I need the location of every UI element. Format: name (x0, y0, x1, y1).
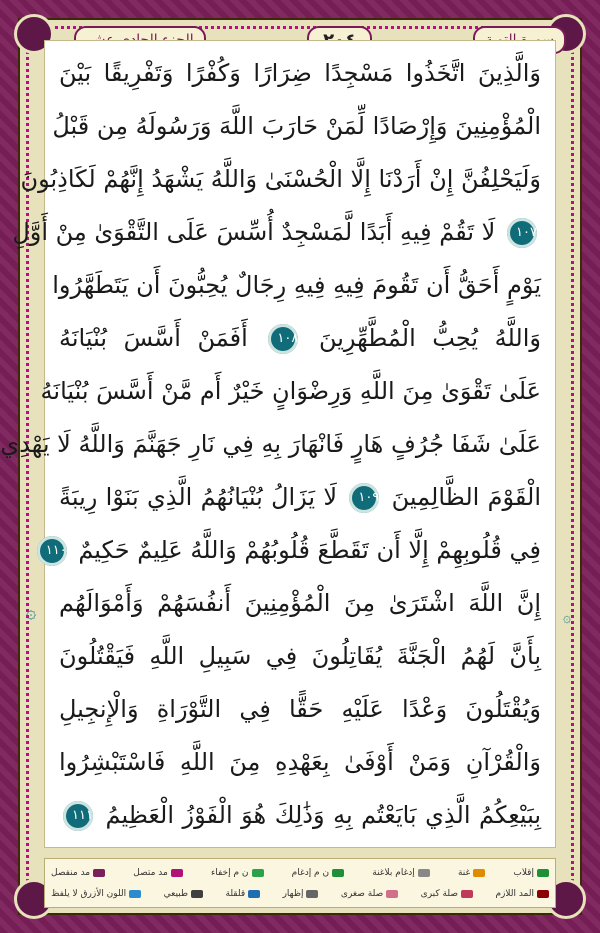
legend-item (458, 868, 485, 878)
legend-label: المد اللازم (495, 888, 534, 899)
verse-text: وَيُقْتَلُونَ وَعْدًا عَلَيْهِ حَقًّا فِي التَّوْرَاةِ وَالْإِنجِيلِ (59, 695, 541, 723)
hizb-marker-right (558, 610, 576, 634)
text-line-3 (20, 153, 541, 206)
legend-item (495, 889, 549, 899)
legend-row-1 (51, 868, 549, 878)
text-line-10 (45, 524, 541, 577)
verse-text: وَالْقُرْآنِ وَمَنْ أَوْفَىٰ بِعَهْدِهِ مِنَ اللَّهِ فَاسْتَبْشِرُوا (59, 748, 541, 776)
legend-label: مد منفصل (51, 867, 91, 878)
legend-swatch (537, 869, 549, 877)
legend-label: صلة كبرى (420, 888, 458, 899)
verse-text: وَالَّذِينَ اتَّخَذُوا مَسْجِدًا ضِرَارًا وَكُفْرًا وَتَفْرِيقًا بَيْنَ (59, 59, 541, 87)
legend-item (513, 868, 549, 878)
rub-el-hizb-icon: ۞ (562, 610, 572, 626)
mushaf-text-area (0, 40, 556, 848)
text-line-4 (12, 206, 541, 259)
legend-swatch (191, 890, 203, 898)
legend-item (372, 868, 430, 878)
legend-item (51, 889, 141, 899)
ayah-number-marker: ١٠٨ (268, 324, 298, 354)
legend-swatch (306, 890, 318, 898)
verse-text: يَوْمٍ أَحَقُّ أَن تَقُومَ فِيهِ فِيهِ رِجَالٌ يُحِبُّونَ أَن يَتَطَهَّرُوا (52, 271, 541, 299)
legend-label: ن م إدغام (291, 867, 330, 878)
legend-swatch (129, 890, 141, 898)
text-line-2 (52, 100, 541, 153)
verse-text: لَا تَقُمْ فِيهِ أَبَدًا لَّمَسْجِدٌ أُسِّسَ عَلَى التَّقْوَىٰ مِنْ أَوَّلِ (12, 218, 496, 246)
text-line-6 (59, 312, 541, 365)
text-line-1 (59, 47, 541, 100)
legend-swatch (537, 890, 549, 898)
legend-item (133, 868, 183, 878)
legend-label: مد متصل (133, 867, 168, 878)
rub-el-hizb-icon: ۞ (25, 602, 37, 623)
legend-label: صلة صغرى (340, 888, 384, 899)
legend-label: قلقلة (225, 888, 246, 899)
text-line-12 (59, 630, 541, 683)
text-line-5 (52, 259, 541, 312)
verse-text: إِنَّ اللَّهَ اشْتَرَىٰ مِنَ الْمُؤْمِنِينَ أَنفُسَهُمْ وَأَمْوَالَهُم (59, 589, 541, 617)
verse-text: وَاللَّهُ يُحِبُّ الْمُطَّهِّرِينَ (318, 324, 541, 352)
ayah-number-marker: ١٠٧ (507, 218, 537, 248)
legend-swatch (332, 869, 344, 877)
legend-item (226, 889, 261, 899)
ayah-number-marker: ١٠٩ (349, 483, 379, 513)
legend-swatch (93, 869, 105, 877)
legend-item (292, 868, 344, 878)
verse-text: لَا يَزَالُ بُنْيَانُهُمُ الَّذِي بَنَوْا رِيبَةً (59, 483, 338, 511)
legend-item (51, 868, 105, 878)
verse-text: الْقَوْمَ الظَّالِمِينَ (391, 483, 541, 511)
legend-swatch (171, 869, 183, 877)
verse-text: بِأَنَّ لَهُمُ الْجَنَّةَ يُقَاتِلُونَ فِي سَبِيلِ اللَّهِ فَيَقْتُلُونَ (59, 642, 541, 670)
verse-text: الْمُؤْمِنِينَ وَإِرْصَادًا لِّمَنْ حَارَبَ اللَّهَ وَرَسُولَهُ مِن قَبْلُ (52, 112, 541, 140)
tajweed-legend (44, 858, 556, 908)
text-line-8 (0, 418, 541, 471)
legend-swatch (386, 890, 398, 898)
verse-text: عَلَىٰ تَقْوَىٰ مِنَ اللَّهِ وَرِضْوَانٍ خَيْرٌ أَم مَّنْ أَسَّسَ بُنْيَانَهُ (40, 377, 541, 405)
text-line-11 (59, 577, 541, 630)
text-line-13 (59, 683, 541, 736)
legend-swatch (418, 869, 430, 877)
legend-item (211, 868, 264, 878)
text-line-7 (40, 365, 541, 418)
legend-label: اللون الأزرق لا يلفظ (51, 888, 127, 899)
hizb-marker (22, 602, 40, 638)
legend-item (341, 889, 398, 899)
legend-swatch (473, 869, 485, 877)
legend-label: طبيعي (163, 888, 189, 899)
text-line-9 (59, 471, 541, 524)
verse-text: فِي قُلُوبِهِمْ إِلَّا أَن تَقَطَّعَ قُلُوبُهُمْ وَاللَّهُ عَلِيمٌ حَكِيمٌ (78, 536, 541, 564)
legend-label: إدغام بلاغنة (372, 867, 415, 878)
legend-item (164, 889, 203, 899)
verse-text: أَفَمَنْ أَسَّسَ بُنْيَانَهُ (59, 324, 248, 352)
verse-text: بِبَيْعِكُمُ الَّذِي بَايَعْتُم بِهِ وَذَٰلِكَ هُوَ الْفَوْزُ الْعَظِيمُ (105, 801, 541, 829)
legend-label: غنة (457, 867, 471, 878)
text-line-14 (59, 736, 541, 789)
verse-text: وَلَيَحْلِفُنَّ إِنْ أَرَدْنَا إِلَّا الْحُسْنَىٰ وَاللَّهُ يَشْهَدُ إِنَّهُمْ لَكَاذِبُونَ (20, 165, 541, 193)
ayah-number-marker: ١١١ (63, 801, 93, 831)
text-line-15 (59, 789, 541, 842)
legend-swatch (461, 890, 473, 898)
legend-swatch (252, 869, 264, 877)
ayah-number-marker: ١١٠ (37, 536, 67, 566)
legend-label: ن م إخفاء (211, 867, 249, 878)
legend-item (421, 889, 473, 899)
legend-row-2 (51, 889, 549, 899)
legend-label: إقلاب (513, 867, 534, 878)
legend-swatch (248, 890, 260, 898)
legend-item (283, 889, 319, 899)
verse-text: عَلَىٰ شَفَا جُرُفٍ هَارٍ فَانْهَارَ بِهِ فِي نَارِ جَهَنَّمَ وَاللَّهُ لَا يَهْدِي (0, 430, 541, 458)
legend-label: إظهار (282, 888, 304, 899)
